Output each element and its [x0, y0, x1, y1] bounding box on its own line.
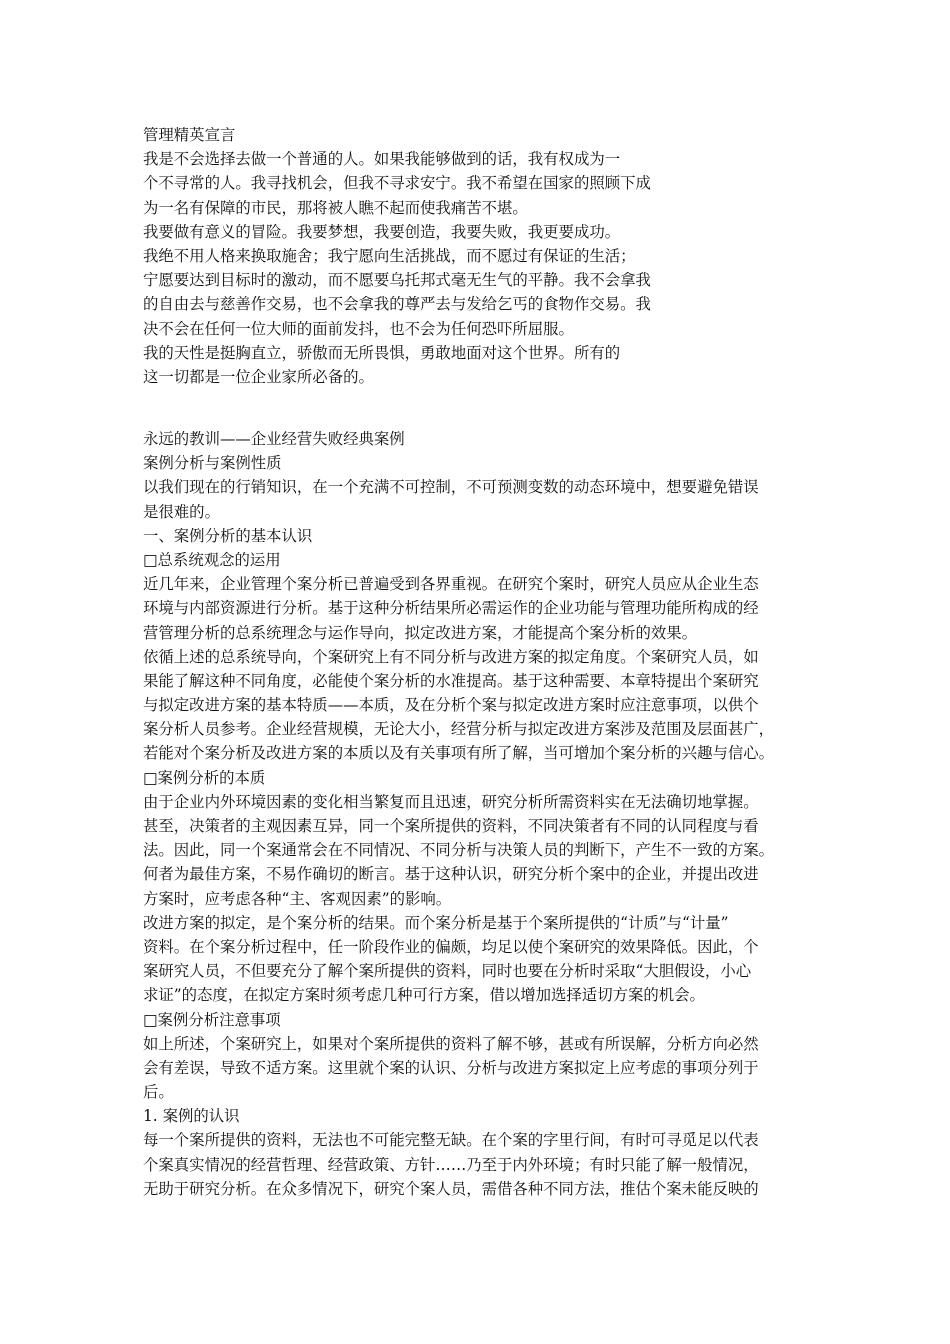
text-line: 决不会在任何一位大师的面前发抖，也不会为任何恐吓所屈服。	[143, 319, 574, 338]
subheading-line: □总系统观念的运用	[143, 550, 281, 569]
text-line: 以我们现在的行销知识，在一个充满不可控制，不可预测变数的动态环境中，想要避免错误	[143, 478, 759, 497]
text-line: 的自由去与慈善作交易，也不会拿我的尊严去与发给乞丐的食物作交易。我	[143, 295, 651, 314]
text-line: 我绝不用人格来换取施舍；我宁愿向生活挑战，而不愿过有保证的生活；	[143, 246, 636, 265]
text-line: 果能了解这种不同角度，必能使个案分析的水准提高。基于这种需要、本章特提出个案研究	[143, 671, 759, 690]
manifesto-title: 管理精英宣言	[143, 126, 236, 144]
text-line: 这一切都是一位企业家所必备的。	[143, 367, 374, 386]
text-line: 近几年来，企业管理个案分析已普遍受到各界重视。在研究个案时，研究人员应从企业生态	[143, 575, 759, 594]
manifesto-section	[143, 123, 823, 389]
text-line: 案研究人员，不但要充分了解个案所提供的资料，同时也要在分析时采取“大胆假设，小心	[143, 962, 752, 981]
section-subtitle: 案例分析与案例性质	[143, 454, 282, 473]
text-line: 甚至，决策者的主观因素互异，同一个案所提供的资料，不同决策者有不同的认同程度与看	[143, 817, 759, 835]
text-line: 宁愿要达到目标时的激动，而不愿要乌托邦式毫无生气的平静。我不会拿我	[143, 271, 651, 290]
text-line: 是很难的。	[143, 502, 220, 521]
text-line: 每一个案所提供的资料，无法也不可能完整无缺。在个案的字里行间，有时可寻觅足以代表	[143, 1131, 759, 1150]
text-line: 求证”的态度，在拟定方案时须考虑几种可行方案，借以增加选择适切方案的机会。	[143, 986, 705, 1005]
text-line: 法。因此，同一个案通常会在不同情况、不同分析与决策人员的判断下，产生不一致的方案。	[143, 841, 775, 860]
text-line: 个不寻常的人。我寻找机会，但我不寻求安宁。我不希望在国家的照顾下成	[143, 174, 651, 193]
subheading-line: □案例分析的本质	[143, 768, 266, 787]
case-study-section	[143, 427, 823, 1201]
section-title: 永远的教训——企业经营失败经典案例	[143, 430, 405, 448]
text-line: 若能对个案分析及改进方案的本质以及有关事项有所了解，当可增加个案分析的兴趣与信心。	[143, 744, 775, 763]
text-line: 环境与内部资源进行分析。基于这种分析结果所必需运作的企业功能与管理功能所构成的经	[143, 599, 759, 618]
text-line: 何者为最佳方案，不易作确切的断言。基于这种认识，研究分析个案中的企业，并提出改进	[143, 865, 759, 884]
text-line: 由于企业内外环境因素的变化相当繁复而且迅速，研究分析所需资料实在无法确切地掌握。	[143, 792, 759, 811]
text-line: 依循上述的总系统导向，个案研究上有不同分析与改进方案的拟定角度。个案研究人员，如	[143, 647, 759, 666]
text-line: 我要做有意义的冒险。我要梦想，我要创造，我要失败，我更要成功。	[143, 222, 621, 241]
text-line: 营管理分析的总系统理念与运作导向，拟定改进方案，才能提高个案分析的效果。	[143, 623, 698, 642]
text-line: 资料。在个案分析过程中，任一阶段作业的偏颇，均足以使个案研究的效果降低。因此，个	[143, 937, 759, 956]
text-line: 如上所述，个案研究上，如果对个案所提供的资料了解不够，甚或有所误解，分析方向必然	[143, 1034, 759, 1053]
text-line: 我是不会选择去做一个普通的人。如果我能够做到的话，我有权成为一	[143, 150, 621, 169]
subheading-line: □案例分析注意事项	[143, 1010, 281, 1029]
numbered-heading: 1. 案例的认识	[143, 1107, 240, 1126]
text-line: 个案真实情况的经营哲理、经营政策、方针……乃至于内外环境；有时只能了解一般情况，	[143, 1155, 759, 1174]
text-line: 与拟定改进方案的基本特质——本质，及在分析个案与拟定改进方案时应注意事项，以供个	[143, 696, 759, 715]
heading-line: 一、案例分析的基本认识	[143, 526, 313, 545]
text-line: 我的天性是挺胸直立，骄傲而无所畏惧，勇敢地面对这个世界。所有的	[143, 343, 621, 362]
text-line: 改进方案的拟定，是个案分析的结果。而个案分析是基于个案所提供的“计质”与“计量”	[143, 913, 729, 932]
text-line: 后。	[143, 1083, 174, 1102]
text-line: 为一名有保障的市民，那将被人瞧不起而使我痛苦不堪。	[143, 198, 528, 217]
text-line: 案分析人员参考。企业经营规模，无论大小，经营分析与拟定改进方案涉及范围及层面甚广，	[143, 720, 775, 739]
text-line: 方案时，应考虑各种“主、客观因素”的影响。	[143, 889, 452, 908]
text-line: 会有差误，导致不适方案。这里就个案的认识、分析与改进方案拟定上应考虑的事项分列于	[143, 1058, 759, 1077]
text-line: 无助于研究分析。在众多情况下，研究个案人员，需借各种不同方法，推估个案未能反映的	[143, 1179, 759, 1198]
